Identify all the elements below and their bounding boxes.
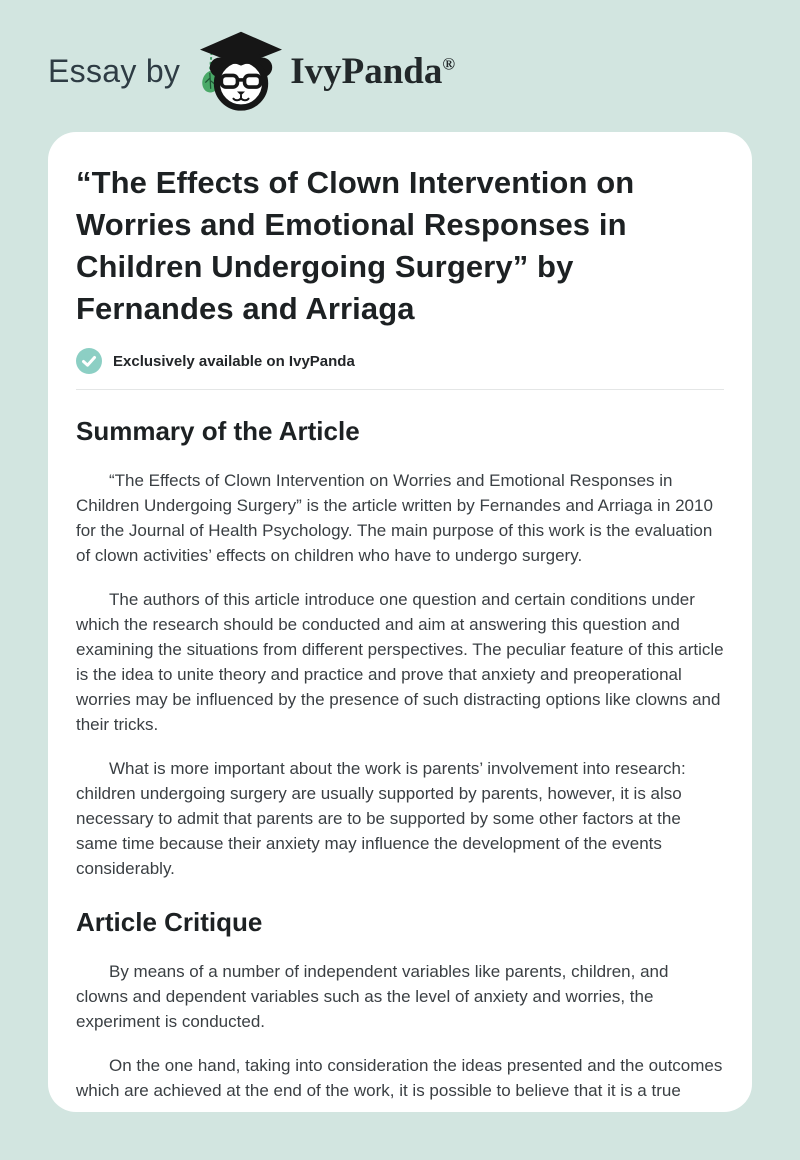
summary-paragraph-3: What is more important about the work is parents’ involvement into research: children undergoing surgery are usually supported by parents, however, it is also necessary to admit that parents are to be supported by some other factors at the same time because their anxiety may influence the development of the events considerably. xyxy=(76,759,686,878)
header-prefix: Essay by xyxy=(48,52,181,89)
section-heading-critique: Article Critique xyxy=(76,907,263,937)
check-icon xyxy=(76,348,102,374)
article-title: “The Effects of Clown Intervention on Worries and Emotional Responses in Children Undergoing Surgery” by Fernandes and Arriaga xyxy=(76,165,635,326)
summary-paragraph-1: “The Effects of Clown Intervention on Worries and Emotional Responses in Children Undergoing Surgery” is the article written by Fernandes and Arriaga in 2010 for the Journal of Health Psychology. The main purpose of this work is the evaluation of clown activities’ effects on children who have to undergo surgery. xyxy=(76,471,713,565)
exclusive-badge-label: Exclusively available on IvyPanda xyxy=(113,352,355,370)
brand-name[interactable] xyxy=(290,50,455,93)
summary-paragraph-2: The authors of this article introduce one question and certain conditions under which the research should be conducted and aim at answering this question and examining the situations from different perspectives. The peculiar feature of this article is the idea to unite theory and practice and prove that anxiety and preoperational worries may be influenced by the presence of such distracting options like clowns and their tricks. xyxy=(76,590,724,734)
site-header xyxy=(0,0,800,132)
section-heading-summary: Summary of the Article xyxy=(76,416,360,446)
brand-text: IvyPanda xyxy=(290,50,443,92)
critique-paragraph-2: On the one hand, taking into consideration the ideas presented and the outcomes which are achieved at the end of the work, it is possible to believe that it is a true xyxy=(76,1056,723,1100)
registered-mark: ® xyxy=(442,54,456,74)
divider xyxy=(76,389,724,390)
panda-graduate-icon[interactable] xyxy=(196,30,286,112)
article-card xyxy=(48,132,752,1112)
exclusive-badge xyxy=(76,348,724,374)
critique-paragraph-1: By means of a number of independent variables like parents, children, and clowns and dependent variables such as the level of anxiety and worries, the experiment is conducted. xyxy=(76,962,669,1031)
